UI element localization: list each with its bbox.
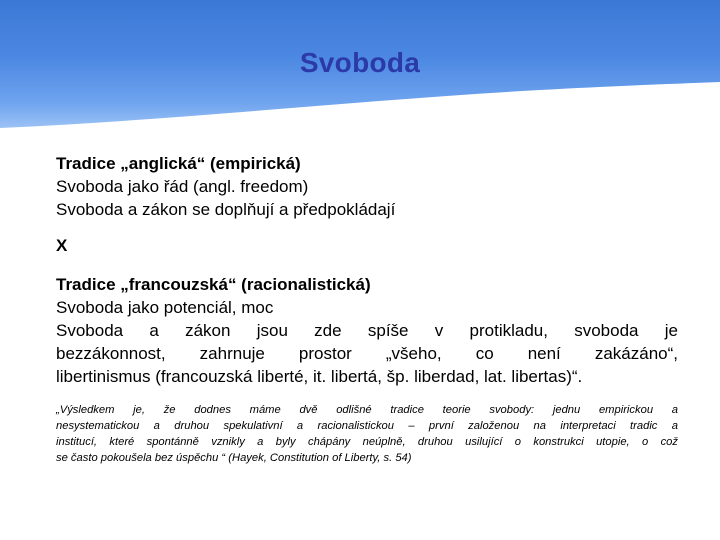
quote-line-4: se často pokoušela bez úspěchu “ (Hayek, Constitution of Liberty, s. 54): [56, 452, 412, 464]
quote-line-1: „Výsledkem je, že dodnes máme dvě odlišné tradice teorie svobody: jednu empirickou a: [56, 404, 678, 416]
block2-heading: Tradice „francouzská“ (racionalistická): [56, 275, 371, 294]
block2-paragraph-line-3: libertinismus (francouzská liberté, it. libertá, šp. liberdad, lat. libertas)“.: [56, 367, 583, 386]
block2-paragraph-line-2: bezzákonnost, zahrnuje prostor „všeho, co není zakázáno“,: [56, 344, 678, 363]
separator-x: X: [56, 236, 68, 255]
slide-content: [56, 152, 678, 466]
hayek-quote: [56, 402, 678, 466]
block2-line-1: Svoboda jako potenciál, moc: [56, 298, 274, 317]
quote-line-3: institucí, které spontánně vznikly a byly chápány neúplně, druhou usilující o konstrukci utopie, o což: [56, 436, 678, 448]
block1-heading: Tradice „anglická“ (empirická): [56, 154, 301, 173]
quote-line-2: nesystematickou a druhou spekulativní a racionalistickou – první založenou na interpretaci tradic a: [56, 420, 678, 432]
block1-line-2: Svoboda a zákon se doplňují a předpokládají: [56, 200, 396, 219]
slide-title: Svoboda: [299, 47, 421, 78]
block1-line-1: Svoboda jako řád (angl. freedom): [56, 177, 309, 196]
block2-paragraph-line-1: Svoboda a zákon jsou zde spíše v protikladu, svoboda je: [56, 321, 678, 340]
